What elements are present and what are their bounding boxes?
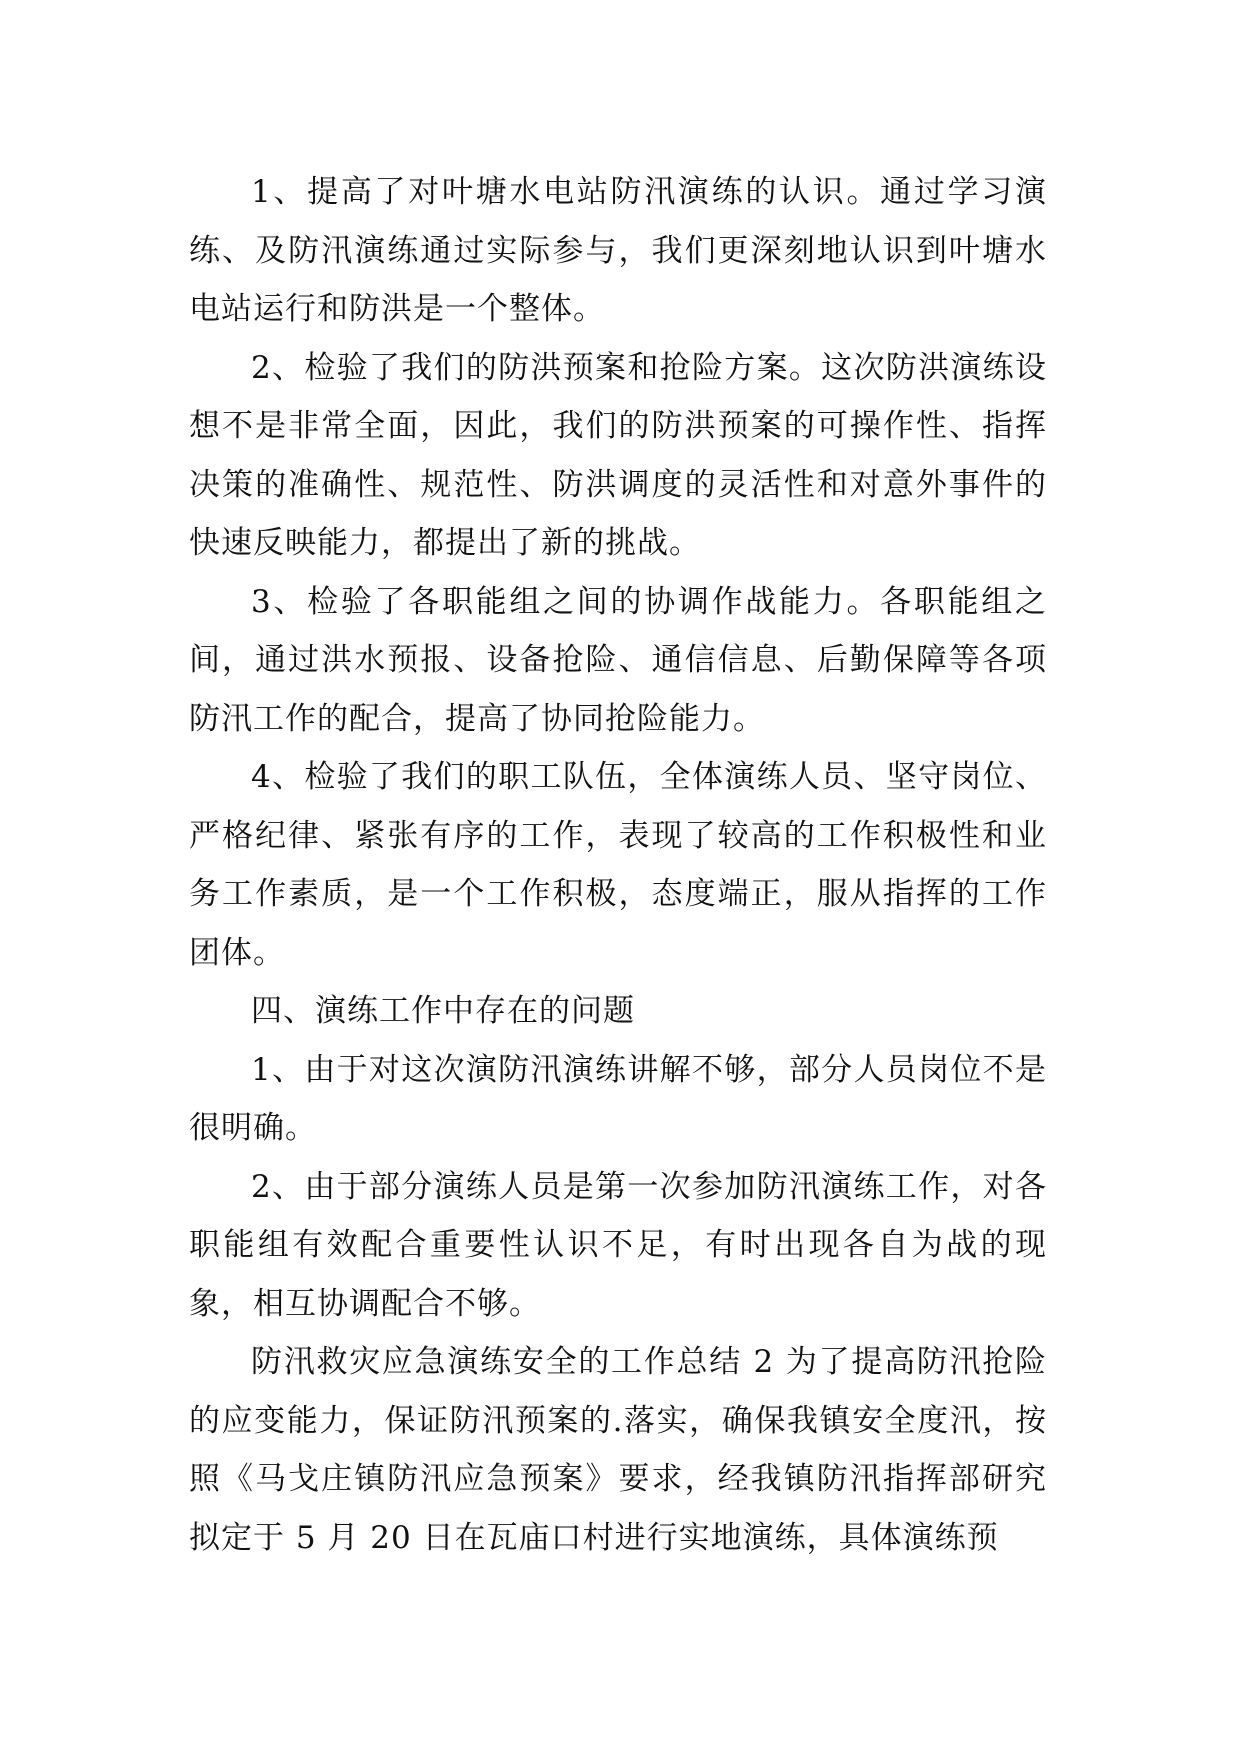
paragraph-item-3: 3、检验了各职能组之间的协调作战能力。各职能组之间，通过洪水预报、设备抢险、通信信息、后勤保障等各项防汛工作的配合，提高了协同抢险能力。 bbox=[189, 583, 1047, 737]
paragraph-item-2: 2、检验了我们的防洪预案和抢险方案。这次防洪演练设想不是非常全面，因此，我们的防洪预案的可操作性、指挥决策的准确性、规范性、防洪调度的灵活性和对意外事件的快速反映能力，都提出了新的挑战。 bbox=[189, 349, 1047, 561]
summary-2-intro: 防汛救灾应急演练安全的工作总结 2 为了提高防汛抢险的应变能力，保证防汛预案的.落实，确保我镇安全度汛，按照《马戈庄镇防汛应急预案》要求，经我镇防汛指挥部研究拟定于 5 月 20 日在瓦庙口村进行实地演练，具体演练预 bbox=[189, 1344, 1047, 1556]
problem-item-1: 1、由于对这次演防汛演练讲解不够，部分人员岗位不是很明确。 bbox=[189, 1051, 1047, 1146]
paragraph-item-1: 1、提高了对叶塘水电站防汛演练的认识。通过学习演练、及防汛演练通过实际参与，我们更深刻地认识到叶塘水电站运行和防洪是一个整体。 bbox=[189, 174, 1047, 327]
section-heading-problems: 四、演练工作中存在的问题 bbox=[251, 993, 635, 1029]
document-body bbox=[189, 163, 1047, 1567]
problem-item-2: 2、由于部分演练人员是第一次参加防汛演练工作，对各职能组有效配合重要性认识不足，有时出现各自为战的现象，相互协调配合不够。 bbox=[189, 1168, 1047, 1322]
paragraph-item-4: 4、检验了我们的职工队伍，全体演练人员、坚守岗位、严格纪律、紧张有序的工作，表现了较高的工作积极性和业务工作素质，是一个工作积极，态度端正，服从指挥的工作团体。 bbox=[189, 759, 1047, 971]
